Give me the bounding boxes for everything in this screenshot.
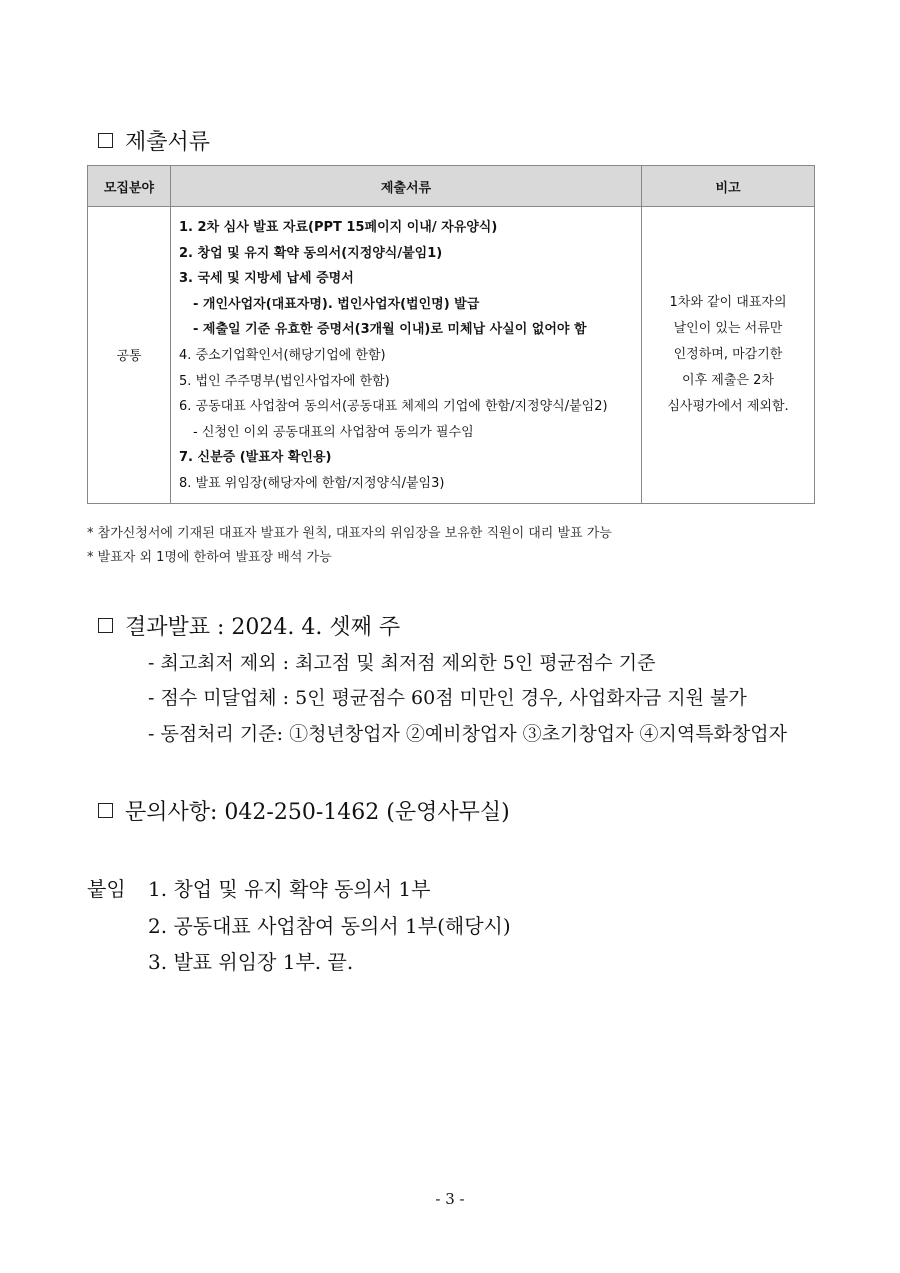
section-title: 결과발표 : 2024. 4. 셋째 주	[125, 615, 401, 640]
attachments-label: 붙임	[87, 877, 126, 901]
attachment-item: 1. 창업 및 유지 확약 동의서 1부	[148, 877, 431, 901]
document-subitem: - 신청인 이외 공동대표의 사업참여 동의가 필수임	[193, 424, 474, 440]
document-subitem: - 제출일 기준 유효한 증명서(3개월 이내)로 미체납 사실이 없어야 함	[193, 322, 587, 338]
documents-table	[87, 165, 815, 504]
documents-cell	[171, 207, 642, 504]
document-subitem: - 개인사업자(대표자명). 법인사업자(법인명) 발급	[193, 296, 480, 312]
section-contact-heading	[98, 795, 510, 826]
document-item: 7. 신분증 (발표자 확인용)	[179, 450, 332, 466]
attachment-item: 2. 공동대표 사업참여 동의서 1부(해당시)	[148, 914, 511, 938]
header-documents: 제출서류	[171, 166, 642, 207]
result-line: - 동점처리 기준: ①청년창업자 ②예비창업자 ③초기창업자 ④지역특화창업자	[148, 723, 787, 745]
document-item: 8. 발표 위임장(해당자에 한함/지정양식/붙임3)	[179, 475, 445, 491]
note-line: 인정하며, 마감기한	[673, 346, 783, 362]
category-cell: 공통	[88, 207, 171, 504]
note-line: 심사평가에서 제외함.	[667, 398, 789, 414]
footnote: * 참가신청서에 기재된 대표자 발표가 원칙, 대표자의 위임장을 보유한 직원이 대리 발표 가능	[87, 526, 612, 541]
note-line: 이후 제출은 2차	[682, 372, 774, 388]
note-line: 날인이 있는 서류만	[673, 320, 783, 336]
result-line: - 점수 미달업체 : 5인 평균점수 60점 미만인 경우, 사업화자금 지원 불가	[148, 687, 747, 709]
checkbox-square-icon	[98, 803, 113, 818]
checkbox-square-icon	[98, 618, 113, 633]
document-item: 6. 공동대표 사업참여 동의서(공동대표 체제의 기업에 한함/지정양식/붙임2)	[179, 399, 608, 415]
header-note: 비고	[642, 166, 815, 207]
table-row	[88, 207, 815, 504]
document-item: 2. 창업 및 유지 확약 동의서(지정양식/붙임1)	[179, 245, 443, 261]
section-result-heading	[98, 610, 400, 641]
document-item: 1. 2차 심사 발표 자료(PPT 15페이지 이내/ 자유양식)	[179, 220, 498, 235]
result-line: - 최고최저 제외 : 최고점 및 최저점 제외한 5인 평균점수 기준	[148, 652, 656, 674]
section-documents-heading	[98, 125, 210, 156]
footnote: * 발표자 외 1명에 한하여 발표장 배석 가능	[87, 550, 332, 565]
header-category: 모집분야	[88, 166, 171, 207]
note-cell	[642, 207, 815, 504]
section-title: 제출서류	[125, 130, 211, 155]
checkbox-square-icon	[98, 133, 113, 148]
attachment-item: 3. 발표 위임장 1부. 끝.	[148, 950, 354, 974]
page-number: - 3 -	[435, 1190, 465, 1208]
note-line: 1차와 같이 대표자의	[669, 294, 787, 310]
section-title: 문의사항: 042-250-1462 (운영사무실)	[125, 800, 510, 825]
document-item: 4. 중소기업확인서(해당기업에 한함)	[179, 347, 386, 363]
document-item: 5. 법인 주주명부(법인사업자에 한함)	[179, 373, 390, 389]
document-item: 3. 국세 및 지방세 납세 증명서	[179, 271, 354, 287]
table-header-row	[88, 166, 815, 207]
